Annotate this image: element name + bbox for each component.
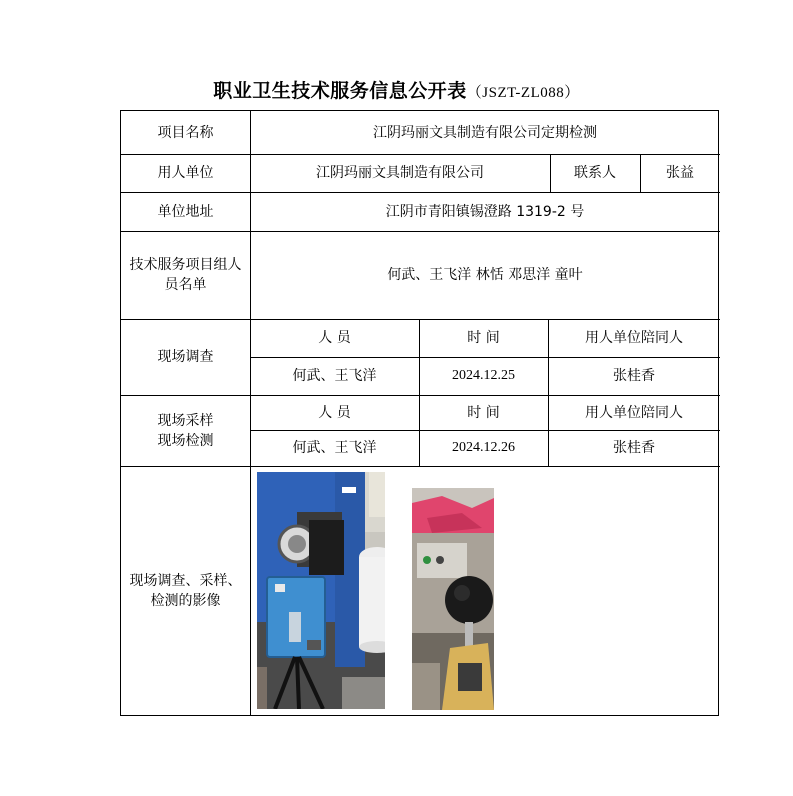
header-personnel: 人 员 [318,404,351,421]
survey-personnel: 何武、王飞洋 [292,368,377,384]
photo-noise-meter [412,488,494,710]
value-team: 何武、王飞洋 林恬 邓思洋 童叶 [387,267,583,283]
info-table [120,110,719,716]
noise-meter-photo-image [412,488,494,710]
header-personnel: 人 员 [318,330,351,346]
header-escort: 用人单位陪同人 [585,404,683,421]
value-employer: 江阴玛丽文具制造有限公司 [316,165,484,181]
label-site-survey: 现场调查 [157,349,214,365]
survey-escort: 张桂香 [613,368,655,384]
title-code: （JSZT-ZL088） [466,85,580,101]
sampling-time: 2024.12.26 [452,440,515,455]
sampling-photo-image [257,472,385,709]
survey-time: 2024.12.25 [452,368,515,383]
header-time: 时 间 [467,404,500,421]
title-text: 职业卫生技术服务信息公开表 [213,80,467,102]
label-project-name: 项目名称 [157,124,214,141]
label-contact: 联系人 [574,165,616,181]
label-images: 现场调查、采样、检测的影像 [129,573,242,609]
page-title [0,76,793,103]
value-project-name: 江阴玛丽文具制造有限公司定期检测 [373,124,597,141]
value-contact: 张益 [666,165,694,181]
label-sampling: 现场采样 现场检测 [157,412,214,449]
header-escort: 用人单位陪同人 [585,330,683,346]
sampling-personnel: 何武、王飞洋 [292,440,377,456]
header-time: 时 间 [467,330,500,346]
label-team: 技术服务项目组人员名单 [129,257,242,293]
label-address: 单位地址 [157,203,214,220]
value-address: 江阴市青阳镇锡澄路 1319-2 号 [385,203,585,220]
sampling-escort: 张桂香 [613,440,655,456]
label-employer: 用人单位 [157,165,214,181]
photo-sampling-equipment [257,472,385,709]
